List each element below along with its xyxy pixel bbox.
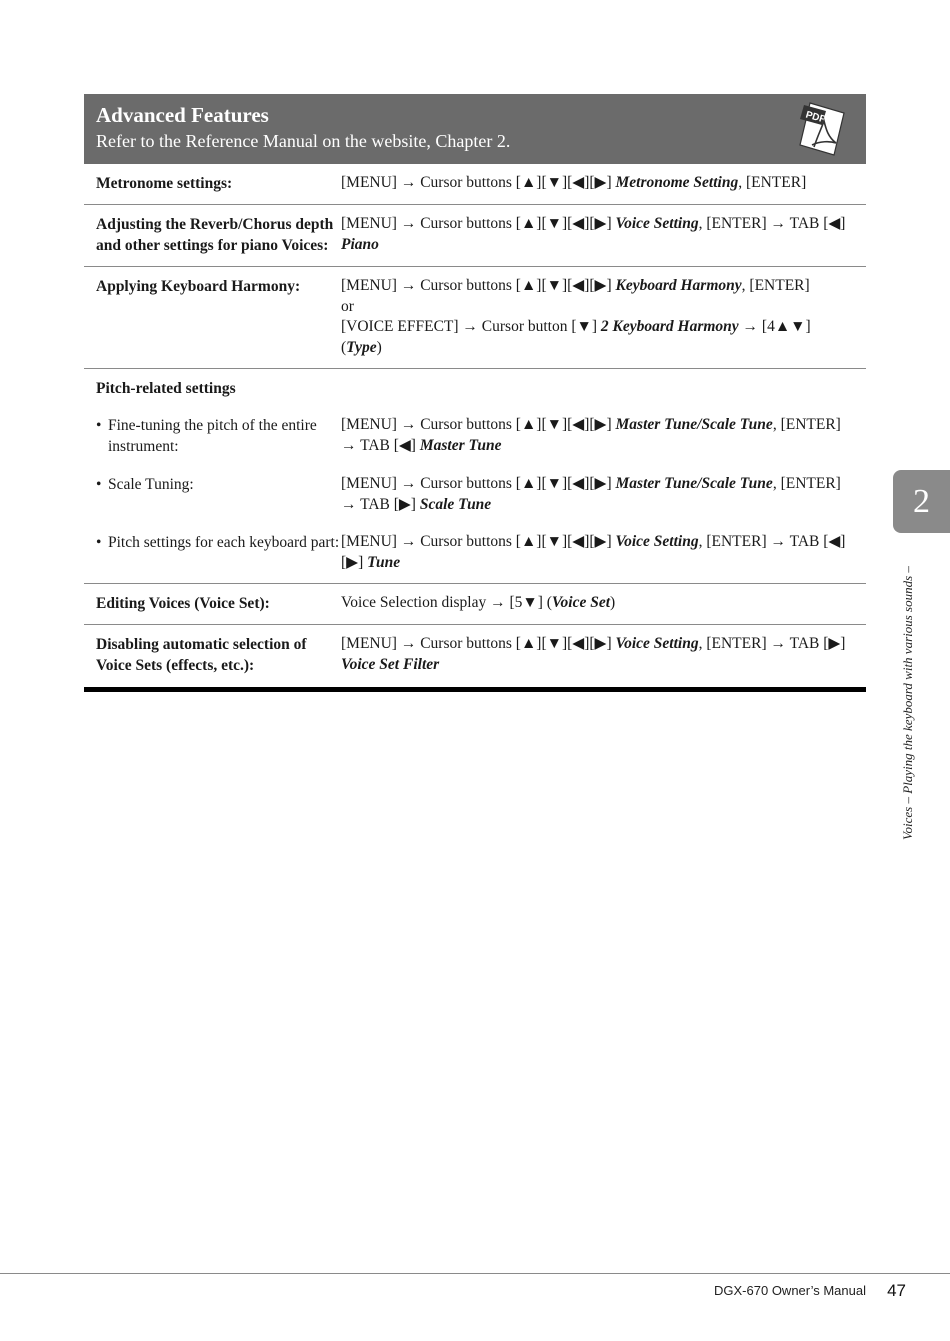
row-voice-set — [84, 584, 866, 625]
row-operation: Voice Selection display → [5▼] (Voice Set) — [341, 594, 616, 611]
advanced-features-table — [84, 164, 866, 692]
advanced-features-header — [84, 94, 866, 164]
row-label: Editing Voices (Voice Set): — [96, 595, 270, 612]
pdf-icon — [794, 99, 852, 159]
header-title: Advanced Features — [96, 103, 269, 127]
row-metronome — [84, 164, 866, 205]
pdf-icon-label: PDF — [804, 109, 827, 126]
row-reverb-chorus — [84, 205, 866, 267]
pitch-heading: Pitch-related settings — [96, 380, 236, 397]
row-pitch-settings — [84, 369, 866, 584]
row-operation: [MENU] → Cursor buttons [▲][▼][◀][▶] Keyboard Harmony, [ENTER] or [VOICE EFFECT] → Cursor button [▼] 2 Keyboard Harmony → [4▲▼] (Type) — [341, 277, 811, 356]
row-voice-set-filter — [84, 625, 866, 692]
footer-manual-title: DGX-670 Owner’s Manual — [714, 1283, 866, 1298]
item-label: Scale Tuning: — [108, 476, 194, 493]
header-subtitle: Refer to the Reference Manual on the website, Chapter 2. — [96, 131, 511, 151]
item-operation: [MENU] → Cursor buttons [▲][▼][◀][▶] Master Tune/Scale Tune, [ENTER] → TAB [◀] Master Tune — [341, 416, 841, 454]
pitch-item-fine-tuning: • Fine-tuning the pitch of the entire instrument: [MENU] → Cursor buttons [▲][▼][◀][▶] Master Tune/Scale Tune, [ENTER] → TAB [◀] Master Tune — [84, 415, 866, 457]
chapter-side-title: Voices – Playing the keyboard with various sounds – — [900, 566, 915, 840]
row-label: Disabling automatic selection of Voice Sets (effects, etc.): — [96, 636, 307, 674]
item-label: Pitch settings for each keyboard part: — [108, 534, 340, 551]
pitch-item-scale-tuning: • Scale Tuning: [MENU] → Cursor buttons [▲][▼][◀][▶] Master Tune/Scale Tune, [ENTER] → TAB [▶] Scale Tune — [84, 474, 866, 515]
row-operation: [MENU] → Cursor buttons [▲][▼][◀][▶] Voice Setting, [ENTER] → TAB [▶] Voice Set Filter — [341, 635, 846, 673]
row-label: Adjusting the Reverb/Chorus depth and other settings for piano Voices: — [96, 216, 334, 254]
row-label: Metronome settings: — [96, 175, 233, 192]
row-operation: [MENU] → Cursor buttons [▲][▼][◀][▶] Metronome Setting, [ENTER] — [341, 174, 807, 191]
row-operation: [MENU] → Cursor buttons [▲][▼][◀][▶] Voice Setting, [ENTER] → TAB [◀] Piano — [341, 215, 846, 253]
footer-divider — [0, 1273, 950, 1274]
item-label: Fine-tuning the pitch of the entire instrument: — [108, 417, 317, 455]
item-operation: [MENU] → Cursor buttons [▲][▼][◀][▶] Master Tune/Scale Tune, [ENTER] → TAB [▶] Scale Tune — [341, 475, 841, 513]
row-keyboard-harmony — [84, 267, 866, 369]
chapter-tab: 2 — [893, 470, 950, 533]
pitch-item-part-tuning: • Pitch settings for each keyboard part: [MENU] → Cursor buttons [▲][▼][◀][▶] Voice Setting, [ENTER] → TAB [◀][▶] Tune — [84, 532, 866, 573]
row-label: Applying Keyboard Harmony: — [96, 278, 301, 295]
item-operation: [MENU] → Cursor buttons [▲][▼][◀][▶] Voice Setting, [ENTER] → TAB [◀][▶] Tune — [341, 533, 846, 571]
page-number: 47 — [887, 1281, 906, 1300]
